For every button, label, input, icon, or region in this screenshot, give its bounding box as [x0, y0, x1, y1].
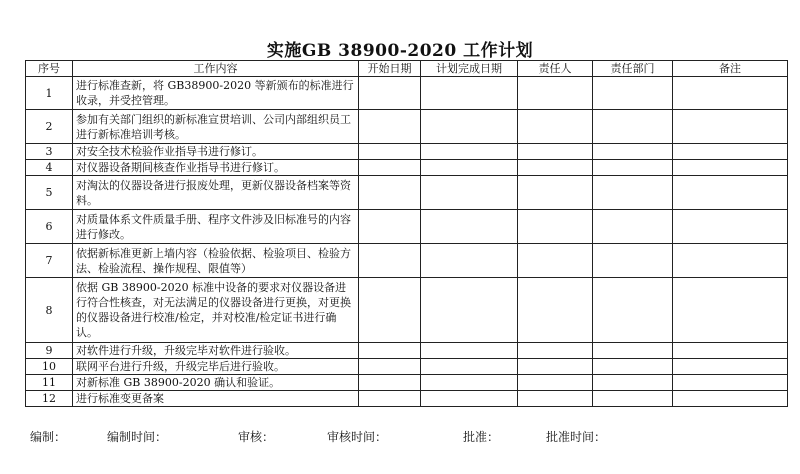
row-work-content: 对质量体系文件质量手册、程序文件涉及旧标准号的内容进行修改。 [73, 210, 359, 244]
reviewer-label: 审核： [238, 430, 275, 444]
document-title: 实施GB 38900-2020 工作计划 [266, 41, 534, 61]
remarks-cell[interactable] [673, 210, 788, 244]
row-work-content: 对软件进行升级，升级完毕对软件进行验收。 [73, 343, 359, 359]
responsible-person-cell[interactable] [518, 210, 593, 244]
row-number: 2 [26, 110, 73, 144]
start-date-cell[interactable] [359, 391, 421, 407]
table-row [26, 110, 788, 144]
row-work-content: 依据 GB 38900-2020 标准中设备的要求对仪器设备进行符合性核查，对无法满足的仪器设备进行更换，对更换的仪器设备进行校准/检定，并对校准/检定证书进行确认。 [73, 278, 359, 343]
planned-finish-date-cell[interactable] [421, 244, 518, 278]
review-time-label: 审核时间： [327, 430, 388, 444]
planned-finish-date-cell[interactable] [421, 375, 518, 391]
remarks-cell[interactable] [673, 278, 788, 343]
row-work-content: 对仪器设备期间核查作业指导书进行修订。 [73, 160, 359, 176]
responsible-dept-cell[interactable] [593, 160, 673, 176]
start-date-cell[interactable] [359, 160, 421, 176]
table-row [26, 244, 788, 278]
row-work-content: 参加有关部门组织的新标准宣贯培训、公司内部组织员工进行新标准培训考核。 [73, 110, 359, 144]
table-row [26, 391, 788, 407]
row-number: 3 [26, 144, 73, 160]
responsible-dept-cell[interactable] [593, 77, 673, 110]
responsible-person-cell[interactable] [518, 278, 593, 343]
start-date-cell[interactable] [359, 359, 421, 375]
remarks-cell[interactable] [673, 176, 788, 210]
responsible-person-cell[interactable] [518, 110, 593, 144]
planned-finish-date-cell[interactable] [421, 210, 518, 244]
remarks-cell[interactable] [673, 343, 788, 359]
planned-finish-date-cell[interactable] [421, 144, 518, 160]
start-date-cell[interactable] [359, 244, 421, 278]
approve-time-label: 批准时间： [546, 430, 607, 444]
responsible-person-cell[interactable] [518, 176, 593, 210]
planned-finish-date-cell[interactable] [421, 110, 518, 144]
row-work-content: 联网平台进行升级，升级完毕后进行验收。 [73, 359, 359, 375]
row-number: 7 [26, 244, 73, 278]
row-number: 5 [26, 176, 73, 210]
remarks-cell[interactable] [673, 144, 788, 160]
header-no: 序号 [26, 61, 73, 77]
responsible-person-cell[interactable] [518, 359, 593, 375]
responsible-dept-cell[interactable] [593, 343, 673, 359]
approver-label: 批准： [463, 430, 500, 444]
row-number: 11 [26, 375, 73, 391]
remarks-cell[interactable] [673, 110, 788, 144]
responsible-dept-cell[interactable] [593, 375, 673, 391]
start-date-cell[interactable] [359, 210, 421, 244]
responsible-dept-cell[interactable] [593, 110, 673, 144]
row-work-content: 对新标准 GB 38900-2020 确认和验证。 [73, 375, 359, 391]
remarks-cell[interactable] [673, 77, 788, 110]
planned-finish-date-cell[interactable] [421, 278, 518, 343]
table-row [26, 160, 788, 176]
header-remarks: 备注 [673, 61, 788, 77]
planned-finish-date-cell[interactable] [421, 77, 518, 110]
responsible-dept-cell[interactable] [593, 244, 673, 278]
header-content: 工作内容 [73, 61, 359, 77]
table-row [26, 77, 788, 110]
responsible-person-cell[interactable] [518, 244, 593, 278]
header-responsible-dept: 责任部门 [593, 61, 673, 77]
responsible-dept-cell[interactable] [593, 144, 673, 160]
table-row [26, 375, 788, 391]
signature-footer [0, 428, 800, 446]
row-work-content: 对安全技术检验作业指导书进行修订。 [73, 144, 359, 160]
header-start-date: 开始日期 [359, 61, 421, 77]
responsible-dept-cell[interactable] [593, 210, 673, 244]
table-row [26, 210, 788, 244]
row-number: 1 [26, 77, 73, 110]
remarks-cell[interactable] [673, 375, 788, 391]
table-row [26, 176, 788, 210]
responsible-person-cell[interactable] [518, 391, 593, 407]
start-date-cell[interactable] [359, 144, 421, 160]
start-date-cell[interactable] [359, 110, 421, 144]
table-row [26, 343, 788, 359]
responsible-dept-cell[interactable] [593, 359, 673, 375]
header-planned-finish-date: 计划完成日期 [421, 61, 518, 77]
remarks-cell[interactable] [673, 359, 788, 375]
planned-finish-date-cell[interactable] [421, 176, 518, 210]
table-header-row [26, 61, 788, 77]
responsible-dept-cell[interactable] [593, 176, 673, 210]
table-row [26, 278, 788, 343]
responsible-person-cell[interactable] [518, 77, 593, 110]
responsible-dept-cell[interactable] [593, 391, 673, 407]
start-date-cell[interactable] [359, 176, 421, 210]
row-number: 8 [26, 278, 73, 343]
responsible-person-cell[interactable] [518, 375, 593, 391]
table-row [26, 359, 788, 375]
responsible-person-cell[interactable] [518, 343, 593, 359]
row-number: 10 [26, 359, 73, 375]
remarks-cell[interactable] [673, 391, 788, 407]
row-work-content: 依据新标准更新上墙内容（检验依据、检验项目、检验方法、检验流程、操作规程、限值等） [73, 244, 359, 278]
table-row [26, 144, 788, 160]
row-number: 6 [26, 210, 73, 244]
header-responsible-person: 责任人 [518, 61, 593, 77]
remarks-cell[interactable] [673, 244, 788, 278]
work-plan-table [25, 60, 788, 407]
compiler-label: 编制： [30, 430, 67, 444]
responsible-dept-cell[interactable] [593, 278, 673, 343]
row-number: 4 [26, 160, 73, 176]
row-work-content: 进行标准变更备案 [73, 391, 359, 407]
row-work-content: 对淘汰的仪器设备进行报废处理，更新仪器设备档案等资料。 [73, 176, 359, 210]
planned-finish-date-cell[interactable] [421, 160, 518, 176]
row-number: 12 [26, 391, 73, 407]
responsible-person-cell[interactable] [518, 144, 593, 160]
start-date-cell[interactable] [359, 375, 421, 391]
responsible-person-cell[interactable] [518, 160, 593, 176]
start-date-cell[interactable] [359, 278, 421, 343]
start-date-cell[interactable] [359, 343, 421, 359]
planned-finish-date-cell[interactable] [421, 359, 518, 375]
row-number: 9 [26, 343, 73, 359]
remarks-cell[interactable] [673, 160, 788, 176]
planned-finish-date-cell[interactable] [421, 343, 518, 359]
compile-time-label: 编制时间： [107, 430, 168, 444]
row-work-content: 进行标准查新，将 GB38900-2020 等新颁布的标准进行收录，并受控管理。 [73, 77, 359, 110]
start-date-cell[interactable] [359, 77, 421, 110]
planned-finish-date-cell[interactable] [421, 391, 518, 407]
